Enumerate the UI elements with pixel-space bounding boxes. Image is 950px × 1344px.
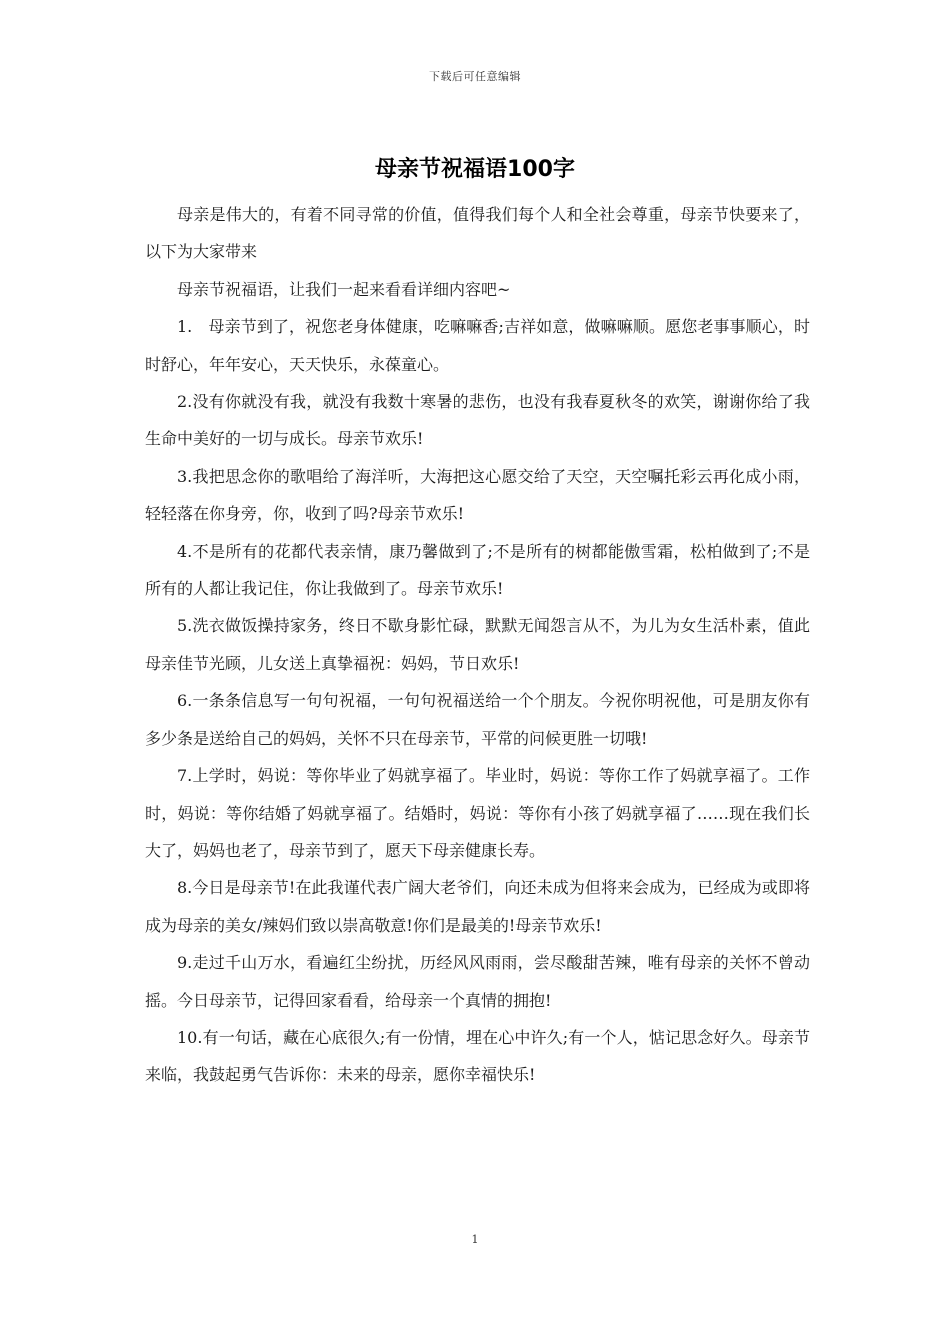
header-note: 下载后可任意编辑 bbox=[429, 70, 521, 83]
blessing-item: 3.我把思念你的歌唱给了海洋听，大海把这心愿交给了天空，天空嘱托彩云再化成小雨，轻轻落在你身旁，你，收到了吗?母亲节欢乐! bbox=[145, 466, 810, 524]
blessing-item: 10.有一句话，藏在心底很久;有一份情，埋在心中许久;有一个人，惦记思念好久。母亲节来临，我鼓起勇气告诉你：未来的母亲，愿你幸福快乐! bbox=[145, 1027, 810, 1085]
blessing-item: 1. 母亲节到了，祝您老身体健康，吃嘛嘛香;吉祥如意，做嘛嘛顺。愿您老事事顺心，时时舒心，年年安心，天天快乐，永葆童心。 bbox=[145, 317, 810, 374]
blessing-item: 6.一条条信息写一句句祝福，一句句祝福送给一个个朋友。今祝你明祝他，可是朋友你有多少条是送给自己的妈妈，关怀不只在母亲节，平常的问候更胜一切哦! bbox=[145, 691, 810, 748]
document-title: 母亲节祝福语100字 bbox=[375, 157, 575, 182]
blessing-item: 8.今日是母亲节!在此我谨代表广阔大老爷们，向还未成为但将来会成为，已经成为或即将成为母亲的美女/辣妈们致以崇高敬意!你们是最美的!母亲节欢乐! bbox=[145, 878, 810, 935]
blessing-item: 7.上学时，妈说：等你毕业了妈就享福了。毕业时，妈说：等你工作了妈就享福了。工作时，妈说：等你结婚了妈就享福了。结婚时，妈说：等你有小孩了妈就享福了……现在我们长大了，妈妈也老了，母亲节到了，愿天下母亲健康长寿。 bbox=[145, 766, 810, 860]
blessing-item: 5.洗衣做饭操持家务，终日不歇身影忙碌，默默无闻怨言从不，为儿为女生活朴素，值此母亲佳节光顾，儿女送上真挚福祝：妈妈，节日欢乐! bbox=[145, 616, 810, 673]
intro-paragraph: 母亲节祝福语，让我们一起来看看详细内容吧~ bbox=[177, 279, 511, 299]
document-body bbox=[145, 196, 810, 1094]
blessing-item: 9.走过千山万水，看遍红尘纷扰，历经风风雨雨，尝尽酸甜苦辣，唯有母亲的关怀不曾动摇。今日母亲节，记得回家看看，给母亲一个真情的拥抱! bbox=[145, 953, 810, 1010]
page-number: 1 bbox=[471, 1233, 479, 1246]
blessing-item: 4.不是所有的花都代表亲情，康乃馨做到了;不是所有的树都能傲雪霜，松柏做到了;不是所有的人都让我记住，你让我做到了。母亲节欢乐! bbox=[145, 541, 810, 599]
intro-paragraph: 母亲是伟大的，有着不同寻常的价值，值得我们每个人和全社会尊重，母亲节快要来了，以下为大家带来 bbox=[145, 205, 810, 262]
blessing-item: 2.没有你就没有我，就没有我数十寒暑的悲伤，也没有我春夏秋冬的欢笑，谢谢你给了我生命中美好的一切与成长。母亲节欢乐! bbox=[145, 392, 810, 449]
